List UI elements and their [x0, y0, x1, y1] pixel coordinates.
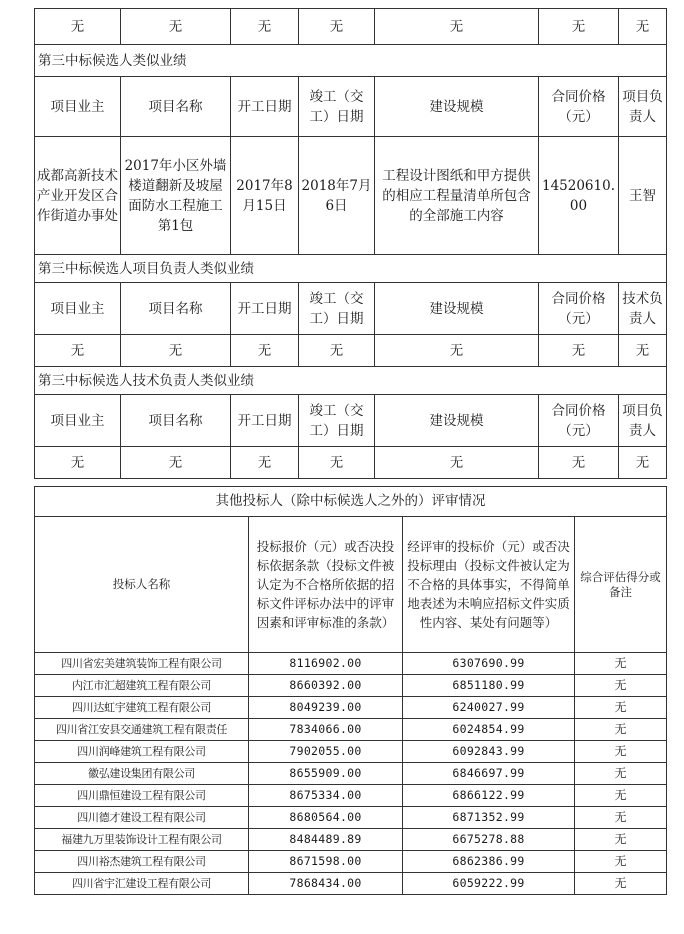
- bidder-name-cell: 徽弘建设集团有限公司: [35, 763, 249, 785]
- section-title: 第三中标候选人项目负责人类似业绩: [35, 255, 667, 283]
- bidder-name-cell: 四川德才建设工程有限公司: [35, 807, 249, 829]
- header-cell: 项目名称: [121, 395, 231, 447]
- header-cell: 项目业主: [35, 77, 121, 137]
- header-cell: 竣工（交工）日期: [299, 395, 375, 447]
- header-row: [35, 77, 667, 137]
- start-date-cell: 2017年8月15日: [231, 137, 299, 255]
- evaluated-price-cell: 6240027.99: [403, 697, 575, 719]
- cell: 无: [299, 447, 375, 479]
- performance-row: [35, 447, 667, 479]
- header-cell: 项目负责人: [619, 395, 667, 447]
- manager-cell: 王智: [619, 137, 667, 255]
- evaluated-price-cell: 6871352.99: [403, 807, 575, 829]
- remark-cell: 无: [575, 741, 667, 763]
- table-row: [35, 829, 667, 851]
- scale-cell: 工程设计图纸和甲方提供的相应工程量清单所包含的全部施工内容: [375, 137, 539, 255]
- cell: 无: [35, 447, 121, 479]
- header-cell: 竣工（交工）日期: [299, 77, 375, 137]
- remark-cell: 无: [575, 697, 667, 719]
- section-title: 第三中标候选人技术负责人类似业绩: [35, 367, 667, 395]
- header-cell: 建设规模: [375, 283, 539, 335]
- evaluated-price-cell: 6846697.99: [403, 763, 575, 785]
- evaluated-price-cell: 6024854.99: [403, 719, 575, 741]
- top-row: [35, 9, 667, 45]
- evaluated-price-cell: 6862386.99: [403, 851, 575, 873]
- bid-price-cell: 8671598.00: [249, 851, 403, 873]
- cell: 无: [375, 9, 539, 45]
- cell: 无: [231, 9, 299, 45]
- cell: 无: [35, 9, 121, 45]
- remark-cell: 无: [575, 719, 667, 741]
- header-row: [35, 283, 667, 335]
- header-cell: 项目名称: [121, 283, 231, 335]
- evaluated-price-cell: 6675278.88: [403, 829, 575, 851]
- bidder-name-cell: 四川润峰建筑工程有限公司: [35, 741, 249, 763]
- evaluated-price-cell: 6307690.99: [403, 653, 575, 675]
- cell: 无: [619, 335, 667, 367]
- header-cell: 技术负责人: [619, 283, 667, 335]
- cell: 无: [539, 9, 619, 45]
- evaluated-price-cell: 6851180.99: [403, 675, 575, 697]
- cell: 无: [121, 335, 231, 367]
- bidder-name-cell: 四川达虹宇建筑工程有限公司: [35, 697, 249, 719]
- bidder-name-cell: 四川鼎恒建设工程有限公司: [35, 785, 249, 807]
- cell: 无: [619, 9, 667, 45]
- header-cell: 开工日期: [231, 77, 299, 137]
- header-cell: 项目名称: [121, 77, 231, 137]
- table-row: [35, 741, 667, 763]
- bid-price-cell: 8049239.00: [249, 697, 403, 719]
- cell: 无: [299, 9, 375, 45]
- header-cell: 开工日期: [231, 395, 299, 447]
- evaluated-price-cell: 6092843.99: [403, 741, 575, 763]
- cell: 无: [121, 447, 231, 479]
- table-row: [35, 675, 667, 697]
- bid-price-cell: 7868434.00: [249, 873, 403, 895]
- section-title: 第三中标候选人类似业绩: [35, 45, 667, 77]
- header-cell: 开工日期: [231, 283, 299, 335]
- bid-price-cell: 8484489.89: [249, 829, 403, 851]
- header-row: [35, 517, 667, 653]
- bid-price-cell: 8660392.00: [249, 675, 403, 697]
- bidder-name-cell: 福建九万里装饰设计工程有限公司: [35, 829, 249, 851]
- evaluated-price-cell: 6866122.99: [403, 785, 575, 807]
- header-cell: 合同价格（元）: [539, 77, 619, 137]
- table-row: [35, 763, 667, 785]
- header-cell: 项目负责人: [619, 77, 667, 137]
- header-cell: 项目业主: [35, 283, 121, 335]
- cell: 无: [231, 447, 299, 479]
- header-cell: 合同价格（元）: [539, 283, 619, 335]
- remark-cell: 无: [575, 807, 667, 829]
- header-cell: 项目业主: [35, 395, 121, 447]
- remark-cell: 无: [575, 785, 667, 807]
- cell: 无: [619, 447, 667, 479]
- remark-cell: 无: [575, 763, 667, 785]
- table-row: [35, 719, 667, 741]
- evaluated-price-cell: 6059222.99: [403, 873, 575, 895]
- remark-cell: 无: [575, 873, 667, 895]
- cell: 无: [539, 447, 619, 479]
- header-cell: 竣工（交工）日期: [299, 283, 375, 335]
- bidder-name-cell: 四川裕杰建筑工程有限公司: [35, 851, 249, 873]
- end-date-cell: 2018年7月6日: [299, 137, 375, 255]
- remark-cell: 无: [575, 851, 667, 873]
- bidder-rows: [35, 653, 667, 895]
- header-cell: 建设规模: [375, 77, 539, 137]
- cell: 无: [375, 335, 539, 367]
- project-name-cell: 2017年小区外墙楼道翻新及坡屋面防水工程施工第1包: [121, 137, 231, 255]
- table-row: [35, 697, 667, 719]
- performance-row: [35, 137, 667, 255]
- remark-cell: 无: [575, 653, 667, 675]
- candidate-performance-table: [34, 8, 667, 479]
- cell: 无: [35, 335, 121, 367]
- price-cell: 14520610.00: [539, 137, 619, 255]
- table-row: [35, 851, 667, 873]
- bidder-name-cell: 四川省江安县交通建筑工程有限责任: [35, 719, 249, 741]
- bid-price-header: 投标报价（元）或否决投标依据条款（投标文件被认定为不合格所依据的招标文件评标办法中的评审因素和评审标准的条款）: [249, 517, 403, 653]
- bidder-name-cell: 内江市汇超建筑工程有限公司: [35, 675, 249, 697]
- cell: 无: [299, 335, 375, 367]
- other-bidders-table: [34, 486, 667, 895]
- header-cell: 建设规模: [375, 395, 539, 447]
- performance-row: [35, 335, 667, 367]
- table-row: [35, 873, 667, 895]
- evaluated-price-header: 经评审的投标价（元）或否决投标理由（投标文件被认定为不合格的具体事实，不得简单地表述为未响应招标文件实质性内容、某处有问题等）: [403, 517, 575, 653]
- remark-cell: 无: [575, 675, 667, 697]
- cell: 无: [121, 9, 231, 45]
- table-row: [35, 785, 667, 807]
- remark-header: 综合评估得分或备注: [575, 517, 667, 653]
- bidder-name-header: 投标人名称: [35, 517, 249, 653]
- cell: 无: [375, 447, 539, 479]
- bidder-name-cell: 四川省宇汇建设工程有限公司: [35, 873, 249, 895]
- section-title: 其他投标人（除中标候选人之外的）评审情况: [35, 487, 667, 517]
- bid-price-cell: 8675334.00: [249, 785, 403, 807]
- bid-price-cell: 8680564.00: [249, 807, 403, 829]
- table-row: [35, 807, 667, 829]
- bid-price-cell: 8655909.00: [249, 763, 403, 785]
- owner-cell: 成都高新技术产业开发区合作街道办事处: [35, 137, 121, 255]
- table-row: [35, 653, 667, 675]
- remark-cell: 无: [575, 829, 667, 851]
- cell: 无: [231, 335, 299, 367]
- bid-price-cell: 8116902.00: [249, 653, 403, 675]
- bid-price-cell: 7834066.00: [249, 719, 403, 741]
- bid-price-cell: 7902055.00: [249, 741, 403, 763]
- cell: 无: [539, 335, 619, 367]
- header-cell: 合同价格（元）: [539, 395, 619, 447]
- bidder-name-cell: 四川省宏美建筑装饰工程有限公司: [35, 653, 249, 675]
- header-row: [35, 395, 667, 447]
